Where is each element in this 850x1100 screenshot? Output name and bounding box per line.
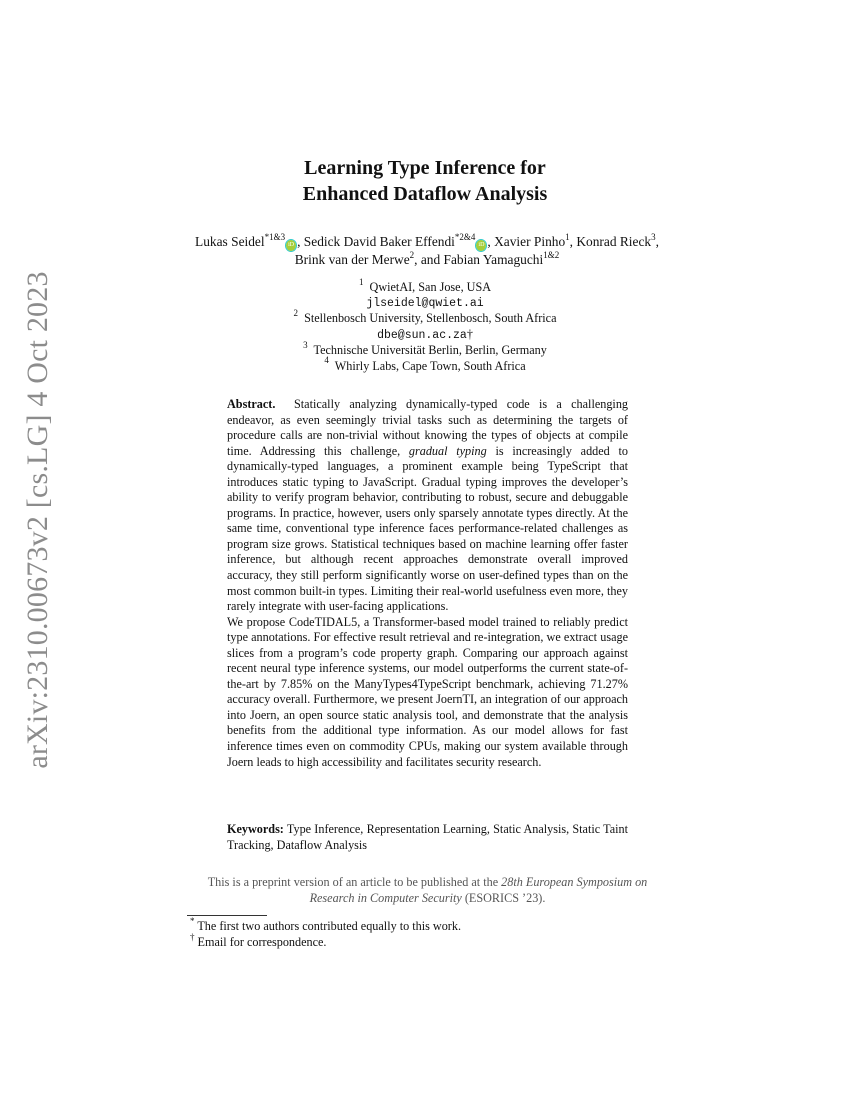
affiliation-2: $^2$ Stellenbosch University, Stellenbosch, South Africa [293,307,557,325]
author-affiliation-mark: 2 [409,249,415,260]
author-affiliation-mark: 3 [651,231,656,242]
email-link-1[interactable]: jlseidel@qwiet.ai [366,296,484,310]
email-link-2[interactable]: dbe@sun.ac.za [377,328,467,342]
title-line-2: Enhanced Dataflow Analysis [302,183,548,205]
abstract-label: Abstract. [227,397,276,411]
author-name: , and Fabian Yamaguchi [414,252,544,267]
abstract-paragraph-1: Abstract. Statically analyzing dynamically-typed code is a challenging endeavor, as even seemingly trivial tasks such as determining the targets of procedure calls are non-trivial without knowing the types of objects at compile time. Addressing this challenge, gradual typing is increasingly added to dynamically-typed languages, a prominent example being TypeScript that introduces static typing to JavaScript. Gradual typing improves the developer’s ability to verify program behavior, contributing to robust, secure and debuggable programs. In practice, however, users only sparsely annotate types directly. At the same time, conventional type inference faces performance-related challenges as program size grows. Statistical techniques based on machine learning offer faster inference, but although recent approaches demonstrate overall improved accuracy, they still perform significantly worse on user-defined types than on the most common built-in types. Limiting their real-world usefulness even more, they rarely integrate with user-facing applications. [227,397,629,614]
author-list [180,233,674,269]
email-footnote-mark[interactable]: † [466,326,473,341]
footnote-divider [187,915,267,916]
preprint-note: This is a preprint version of an article to be published at the 28th European Symposium on Research in Computer Security (ESORICS ’23). [207,875,648,905]
author-affiliation-mark: 1 [565,231,570,242]
affiliation-4: $^4$ Whirly Labs, Cape Town, South Africa [324,355,526,373]
footnote-1: * The first two authors contributed equally to this work. [190,915,462,933]
arxiv-identifier-stamp: arXiv:2310.00673v2 [cs.LG] 4 Oct 2023 [21,271,54,769]
title-line-1: Learning Type Inference for [304,157,546,179]
author-affiliation-mark: 1&2 [543,249,560,260]
author-affiliation-mark: *2&4 [454,231,476,242]
venue-name: 28th European Symposium on Research in Computer Security [309,875,648,905]
affiliation-1: $^1$ QwietAI, San Jose, USA [358,276,492,294]
email-2 [0,327,850,344]
footnote-2: † Email for correspondence. [190,931,327,949]
author-name: , Brink van der Merwe [294,234,659,267]
affiliation-list [0,276,850,374]
paper-title [0,155,850,207]
author-name: , Sedick David Baker Effendi [297,234,455,249]
orcid-icon[interactable]: iD [286,240,296,251]
orcid-icon[interactable]: iD [476,240,486,251]
author-name: Lukas Seidel [195,234,265,249]
emphasis-term: gradual typing [408,443,487,458]
abstract [227,397,628,770]
author-affiliation-mark: *1&3 [264,231,286,242]
keywords-label: Keywords: [227,822,284,836]
keywords-text: Type Inference, Representation Learning, Static Analysis, Static Taint Tracking, Dataflow Analysis [227,822,629,852]
abstract-paragraph-2: We propose CodeTIDAL5, a Transformer-based model trained to reliably predict type annotations. For effective result retrieval and re-integration, we extract usage slices from a program’s code property graph. Comparing our approach against recent neural type inference systems, our model outperforms the current state-of-the-art by 7.85% on the ManyTypes4TypeScript benchmark, achieving 71.27% accuracy overall. Furthermore, we present JoernTI, an integration of our approach into Joern, an open source static analysis tool, and demonstrate that the analysis benefits from the additional type information. As our model allows for fast inference times even on commodity CPUs, making our system available through Joern leads to high accessibility and facilitates security research. [227,614,628,769]
keywords [227,822,628,853]
affiliation-3: $^3$ Technische Universität Berlin, Berlin, Germany [303,339,547,357]
author-name: , Xavier Pinho [487,234,566,249]
author-name: , Konrad Rieck [569,234,652,249]
